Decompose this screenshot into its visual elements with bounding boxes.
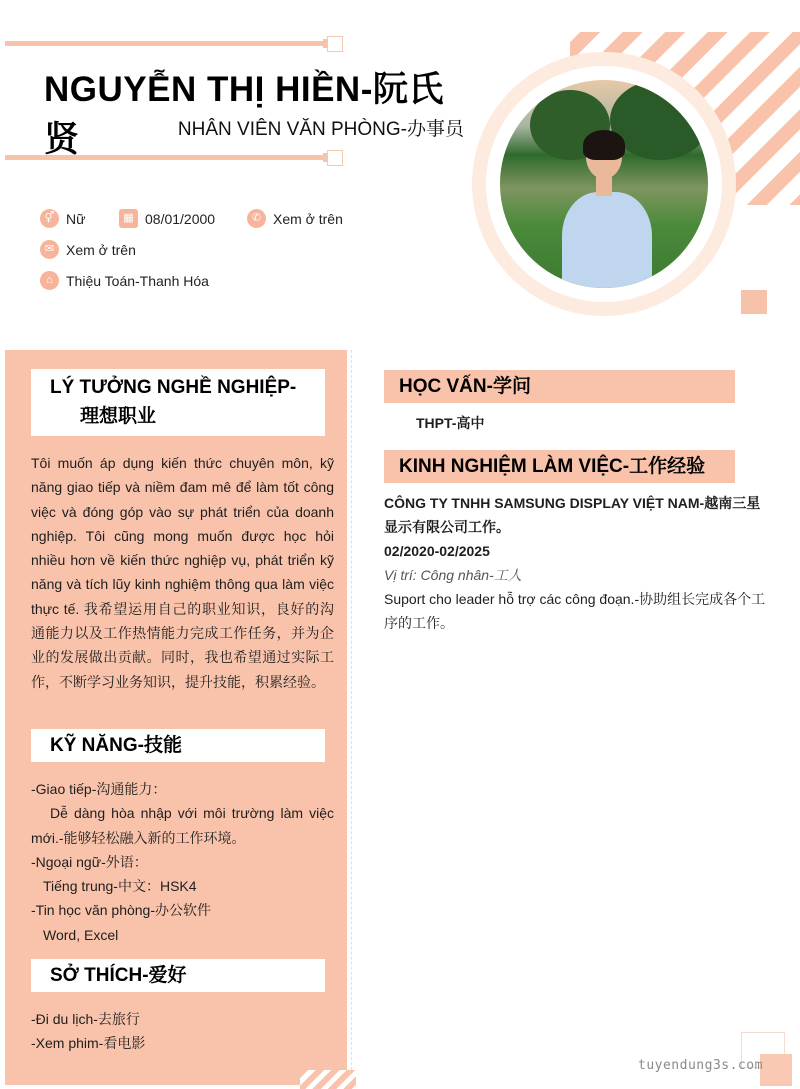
objective-heading	[31, 369, 325, 436]
info-phone-value: Xem ở trên	[273, 210, 343, 227]
skills-heading: KỸ NĂNG-技能	[31, 729, 325, 762]
skill-communication-label: -Giao tiếp-沟通能力：	[31, 781, 167, 797]
skill-it-text: Word, Excel	[43, 926, 119, 943]
phone-icon: ✆	[247, 209, 266, 228]
experience-description: Suport cho leader hỗ trợ các công đoạn.-协助组长完成各个工序的工作。	[384, 591, 766, 631]
info-phone	[247, 209, 343, 228]
hobby-item: -Xem phim-看电影	[31, 1035, 146, 1052]
education-heading: HỌC VẤN-学问	[384, 370, 735, 403]
hobbies-list	[31, 1007, 334, 1056]
info-address-value: Thiệu Toán-Thanh Hóa	[66, 272, 209, 289]
skills-list	[31, 777, 334, 947]
column-divider	[351, 350, 352, 1085]
job-title: NHÂN VIÊN VĂN PHÒNG-办事员	[177, 119, 464, 140]
skill-language-label: -Ngoại ngữ-外语：	[31, 853, 148, 870]
decor-square	[741, 290, 767, 314]
info-email	[40, 240, 136, 259]
info-gender-value: Nữ	[66, 210, 86, 227]
info-birthdate-value: 08/01/2000	[145, 210, 216, 227]
mail-icon: ✉	[40, 240, 59, 259]
hobbies-heading: SỞ THÍCH-爱好	[31, 959, 325, 992]
objective-text-vi: Tôi muốn áp dụng kiến thức chuyên môn, kỹ năng giao tiếp và niềm đam mê để làm tốt công việc và đóng góp vào sự phát triển của doanh nghiệp. Tôi cũng mong muốn được học hỏi nhiều hơn về kiến thức nghiệp vụ, phát triển kỹ năng và tích lũy kinh nghiệm thông qua làm việc thực tế.	[31, 455, 334, 617]
profile-photo	[500, 80, 708, 288]
experience-company: CÔNG TY TNHH SAMSUNG DISPLAY VIỆT NAM-越南三星显示有限公司工作。	[384, 495, 761, 535]
watermark: tuyendung3s.com	[638, 1058, 763, 1073]
home-icon: ⌂	[40, 271, 59, 290]
calendar-icon: ▦	[119, 209, 138, 228]
experience-position: Vị trí: Công nhân-工人	[384, 567, 522, 583]
objective-heading-line1: LÝ TƯỞNG NGHỀ NGHIỆP-	[50, 377, 297, 398]
skill-it-label: -Tin học văn phòng-办公软件	[31, 902, 211, 919]
info-email-value: Xem ở trên	[66, 241, 136, 258]
info-birthdate	[119, 209, 215, 228]
info-gender	[40, 209, 85, 228]
skill-language-text: Tiếng trung-中文：HSK4	[43, 878, 197, 895]
top-rule	[5, 41, 325, 46]
gender-icon: ⚥	[40, 209, 59, 228]
bottom-stripes-decoration	[300, 1070, 356, 1089]
top-rule-box	[327, 36, 343, 52]
info-address	[40, 271, 209, 290]
skill-communication-text: Dễ dàng hòa nhập với môi trường làm việc mới.-能够轻松融入新的工作环境。	[31, 805, 334, 846]
objective-heading-line2: 理想职业	[80, 406, 157, 427]
corner-square	[760, 1054, 792, 1086]
hobby-item: -Đi du lịch-去旅行	[31, 1011, 140, 1027]
experience-heading: KINH NGHIỆM LÀM VIỆC-工作经验	[384, 450, 735, 483]
education-school: THPT-高中	[416, 415, 485, 431]
experience-period: 02/2020-02/2025	[384, 543, 490, 559]
objective-text-zh: 我希望运用自己的职业知识，良好的沟通能力以及工作热情能力完成工作任务，并为企业的发展做出贡献。同时，我也希望通过实际工作，不断学习业务知识，提升技能，积累经验。	[31, 600, 335, 690]
objective-text	[31, 451, 334, 694]
candidate-name: NGUYỄN THỊ HIỀN-阮氏贤	[44, 70, 444, 159]
